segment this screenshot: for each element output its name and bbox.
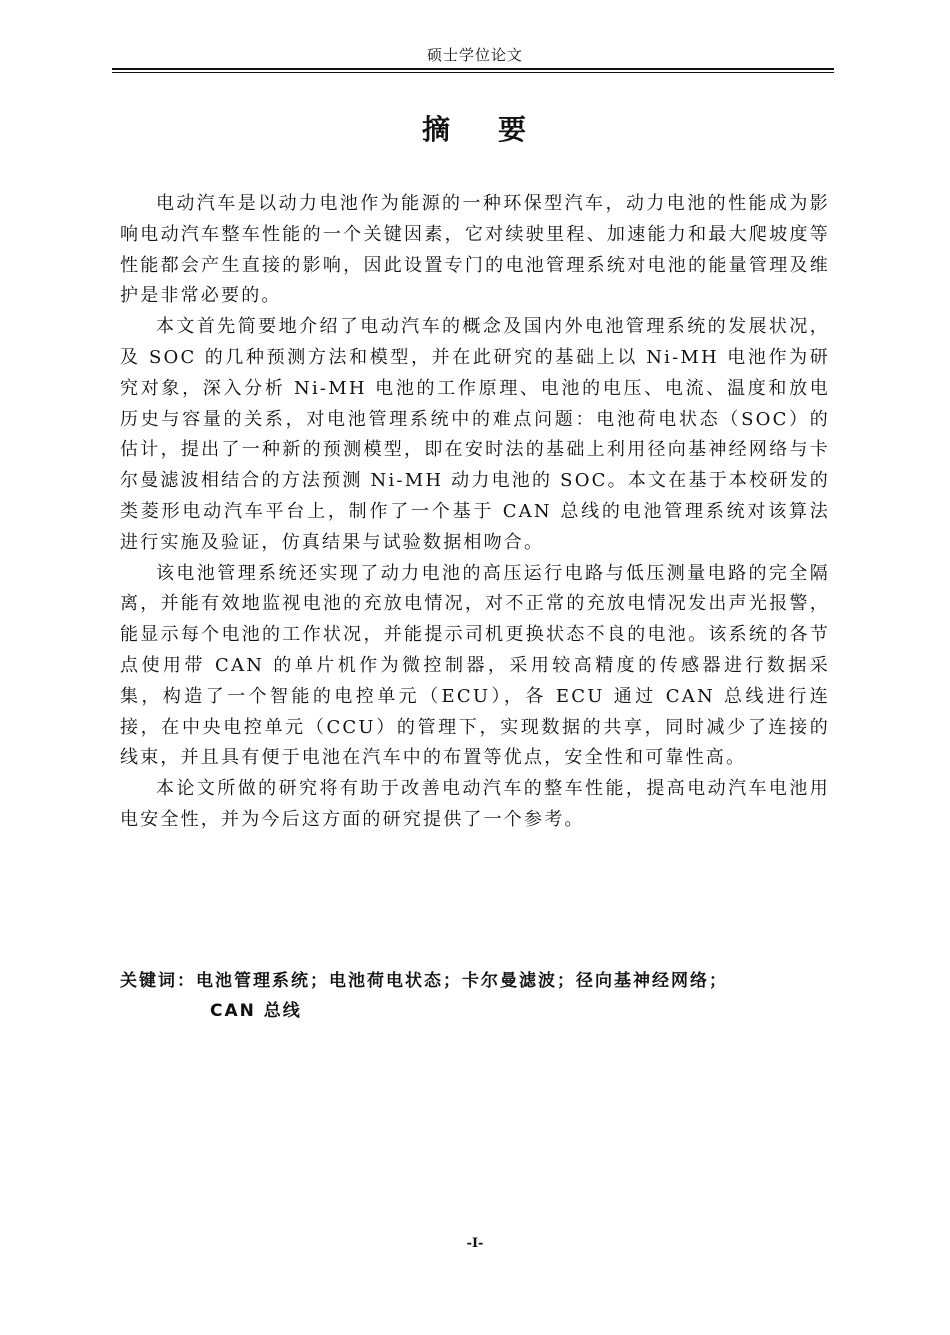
keywords-line: 关键词：电池管理系统；电池荷电状态；卡尔曼滤波；径向基神经网络； bbox=[120, 971, 728, 991]
abstract-title-char: 摘 bbox=[421, 113, 452, 146]
page-number: -I- bbox=[466, 1236, 484, 1251]
abstract-paragraph: 本论文所做的研究将有助于改善电动汽车的整车性能，提高电动汽车电池用电安全性，并为今后这方面的研究提供了一个参考。 bbox=[120, 778, 830, 830]
header-rule-thin bbox=[112, 72, 834, 73]
abstract-title bbox=[0, 108, 950, 148]
keywords-block bbox=[120, 966, 832, 1026]
abstract-body bbox=[120, 189, 830, 836]
abstract-title-char: 要 bbox=[498, 113, 529, 146]
header-rule bbox=[112, 68, 834, 70]
abstract-paragraph: 本文首先简要地介绍了电动汽车的概念及国内外电池管理系统的发展状况，及 SOC 的几种预测方法和模型，并在此研究的基础上以 Ni-MH 电池作为研究对象，深入分析 Ni-MH 电池的工作原理、电池的电压、电流、温度和放电历史与容量的关系，对电池管理系统中的难点问题：电池荷电状态（SOC）的估计，提出了一种新的预测模型，即在安时法的基础上利用径向基神经网络与卡尔曼滤波相结合的方法预测 Ni-MH 动力电池的 SOC。本文在基于本校研发的类菱形电动汽车平台上，制作了一个基于 CAN 总线的电池管理系统对该算法进行实施及验证，仿真结果与试验数据相吻合。 bbox=[120, 316, 830, 553]
running-header: 硕士学位论文 bbox=[426, 46, 523, 64]
keywords-line-continued: CAN 总线 bbox=[210, 1001, 302, 1021]
abstract-paragraph: 该电池管理系统还实现了动力电池的高压运行电路与低压测量电路的完全隔离，并能有效地监视电池的充放电情况，对不正常的充放电情况发出声光报警，能显示每个电池的工作状况，并能提示司机更换状态不良的电池。该系统的各节点使用带 CAN 的单片机作为微控制器，采用较高精度的传感器进行数据采集，构造了一个智能的电控单元（ECU），各 ECU 通过 CAN 总线进行连接，在中央电控单元（CCU）的管理下，实现数据的共享，同时减少了连接的线束，并且具有便于电池在汽车中的布置等优点，安全性和可靠性高。 bbox=[120, 562, 830, 769]
abstract-paragraph: 电动汽车是以动力电池作为能源的一种环保型汽车，动力电池的性能成为影响电动汽车整车性能的一个关键因素，它对续驶里程、加速能力和最大爬坡度等性能都会产生直接的影响，因此设置专门的电池管理系统对电池的能量管理及维护是非常必要的。 bbox=[120, 193, 830, 307]
